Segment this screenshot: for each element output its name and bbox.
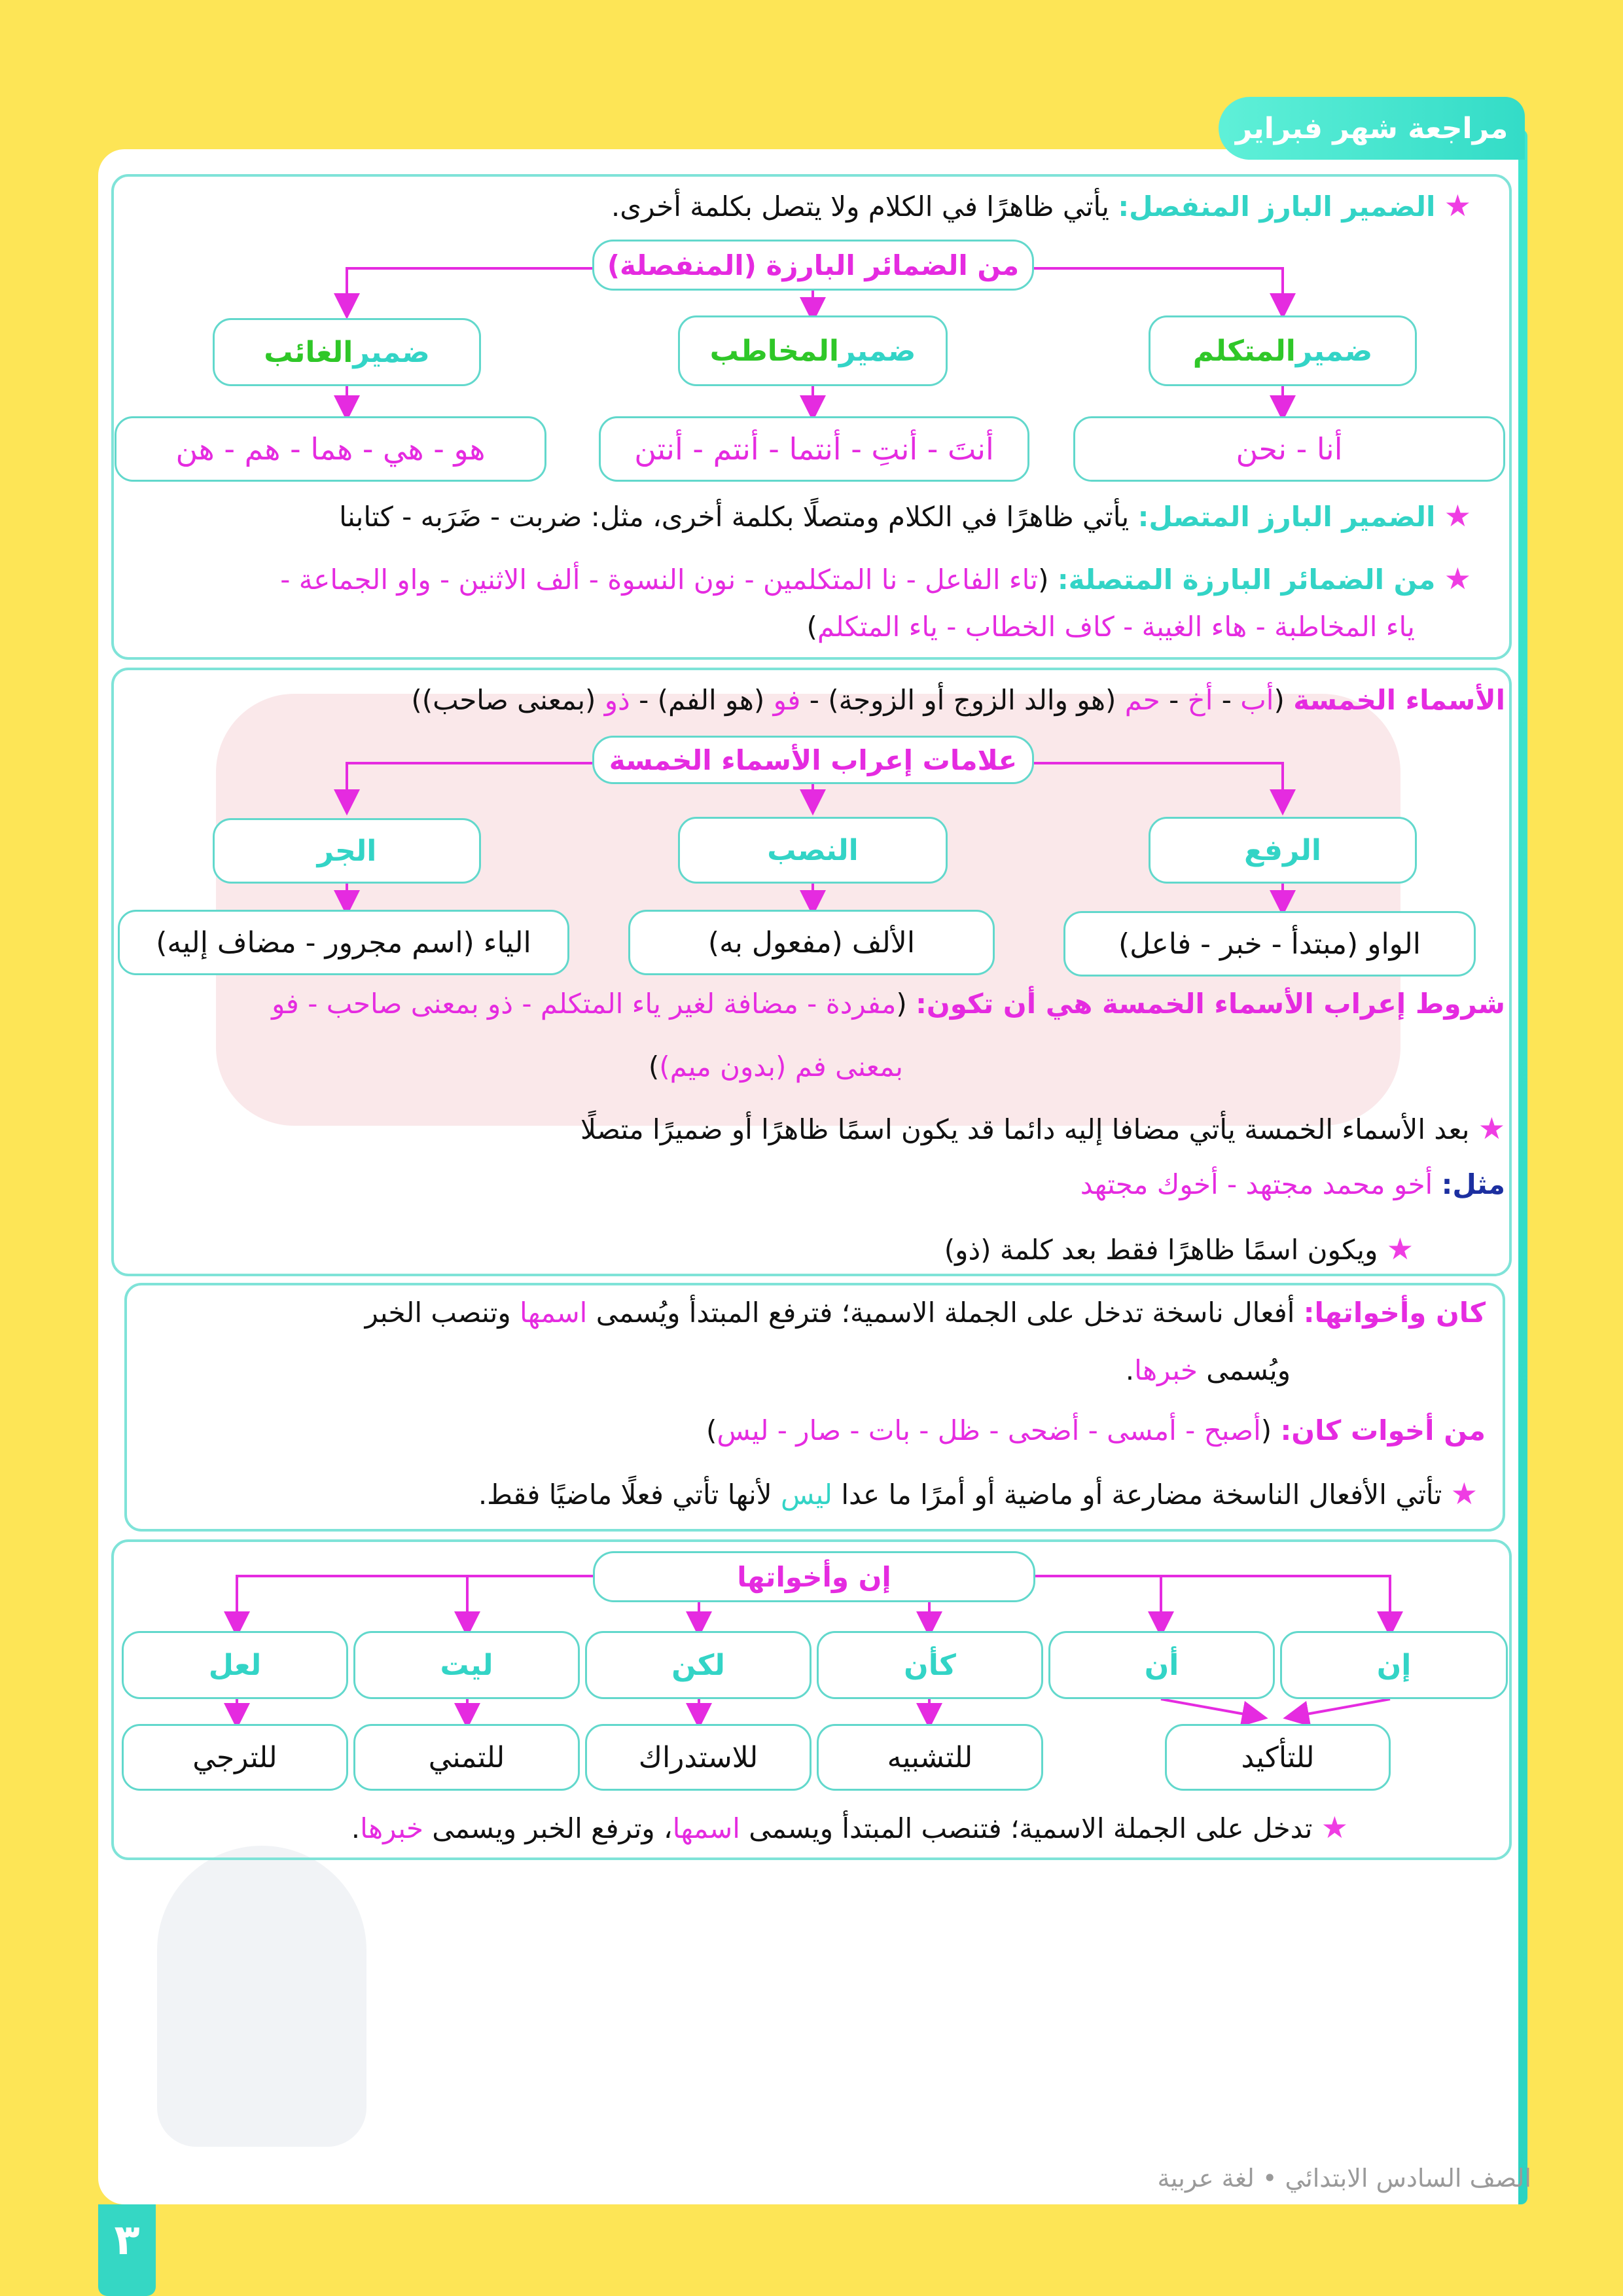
txt: (هو والد الزوج أو الزوجة) - bbox=[800, 684, 1125, 716]
meaning-wish: للتمني bbox=[353, 1724, 580, 1791]
noun-dhu: ذو bbox=[604, 684, 630, 716]
txt: تدخل على الجملة الاسمية؛ فتنصب المبتدأ ويسمى bbox=[740, 1812, 1321, 1844]
particle-lakinna: لكن bbox=[585, 1631, 812, 1699]
example-text: أخو محمد مجتهد - أخوك مجتهد bbox=[1080, 1168, 1442, 1200]
genitive-value: الياء (اسم مجرور - مضاف إليه) bbox=[118, 910, 569, 975]
term-kana: كان وأخواتها: bbox=[1303, 1297, 1486, 1329]
word-khabaruha: خبرها bbox=[360, 1812, 423, 1844]
attached-pronouns-list-cont bbox=[806, 610, 1415, 645]
accusative-value: الألف (مفعول به) bbox=[628, 910, 995, 975]
inna-rule bbox=[351, 1809, 1348, 1847]
noun-ham: حم bbox=[1124, 684, 1160, 716]
header-tab: مراجعة شهر فبراير bbox=[1219, 97, 1525, 160]
box-first-person bbox=[1149, 315, 1417, 386]
page-number: ٣ bbox=[98, 2204, 156, 2296]
word-ismuha: اسمها bbox=[672, 1812, 740, 1844]
kana-definition-cont bbox=[1126, 1354, 1291, 1388]
noun-fu: فو bbox=[773, 684, 801, 716]
genitive-after-nouns bbox=[580, 1110, 1505, 1148]
first-person-values: أنا - نحن bbox=[1073, 416, 1505, 482]
case-genitive: الجر bbox=[213, 818, 481, 884]
paren-open: ( bbox=[1260, 1414, 1281, 1446]
box-word-second-person: المخاطب bbox=[709, 334, 839, 368]
definition-text: يأتي ظاهرًا في الكلام ومتصلًا بكلمة أخرى، مثل: ضربت - ضَرَبه - كتابنا bbox=[339, 501, 1138, 533]
meaning-hope: للترجي bbox=[122, 1724, 348, 1791]
particle-anna: أن bbox=[1048, 1631, 1275, 1699]
kana-sisters-list: أصبح - أمسى - أضحى - ظل - بات - صار - ليس bbox=[717, 1414, 1261, 1446]
txt: وتنصب الخبر bbox=[365, 1297, 520, 1329]
particle-inna: إن bbox=[1280, 1631, 1508, 1699]
star-icon: ★ bbox=[1444, 561, 1471, 596]
paren-open: ( bbox=[896, 988, 916, 1020]
star-icon: ★ bbox=[1444, 498, 1471, 533]
rule-text: ويكون اسمًا ظاهرًا فقط بعد كلمة (ذو) bbox=[944, 1234, 1387, 1266]
noun-akh: أخ bbox=[1187, 684, 1213, 716]
third-person-values: هو - هي - هما - هم - هن bbox=[115, 416, 546, 482]
txt: تأتي الأفعال الناسخة مضارعة أو ماضية أو أمرًا ما عدا bbox=[832, 1479, 1451, 1511]
kana-sisters bbox=[706, 1414, 1486, 1448]
txt: . bbox=[351, 1812, 361, 1844]
star-icon: ★ bbox=[1321, 1810, 1348, 1845]
paren-close: ) bbox=[706, 1414, 717, 1446]
attached-pronouns-list bbox=[280, 560, 1471, 598]
txt: . bbox=[1125, 1354, 1135, 1386]
footer-text: الصف السادس الابتدائي • لغة عربية bbox=[1157, 2164, 1531, 2193]
kana-tense-rule bbox=[478, 1475, 1478, 1513]
txt: ( bbox=[1274, 684, 1294, 716]
box-word-pronoun: ضمير bbox=[353, 335, 430, 369]
word-laysa: ليس bbox=[780, 1479, 832, 1511]
term-attached-list: من الضمائر البارزة المتصلة: bbox=[1057, 564, 1436, 596]
particle-laalla: لعل bbox=[122, 1631, 348, 1699]
word-khabaruha: خبرها bbox=[1134, 1354, 1198, 1386]
meaning-rectification: للاستدراك bbox=[585, 1724, 812, 1791]
particle-kaanna: كأن bbox=[817, 1631, 1043, 1699]
example-label: مثل: bbox=[1441, 1168, 1505, 1200]
separate-pronoun-definition bbox=[611, 187, 1471, 225]
paren-close: ) bbox=[806, 611, 817, 643]
separate-pronouns-title: من الضمائر البارزة (المنفصلة) bbox=[592, 240, 1034, 291]
txt: لأنها تأتي فعلًا ماضيًا فقط. bbox=[478, 1479, 781, 1511]
case-accusative: النصب bbox=[678, 817, 948, 884]
box-word-third-person: الغائب bbox=[264, 335, 353, 369]
box-word-first-person: المتكلم bbox=[1192, 334, 1296, 368]
five-nouns-signs-title: علامات إعراب الأسماء الخمسة bbox=[592, 736, 1034, 784]
attached-list-part2: ياء المخاطبة - هاء الغيبة - كاف الخطاب - ياء المتكلم bbox=[817, 611, 1415, 643]
sep: - bbox=[1213, 684, 1241, 716]
paren-close: ) bbox=[648, 1050, 660, 1083]
term-kana-sisters: من أخوات كان: bbox=[1280, 1414, 1486, 1446]
rule-text: بعد الأسماء الخمسة يأتي مضافا إليه دائما قد يكون اسمًا ظاهرًا أو ضميرًا متصلًا bbox=[580, 1113, 1478, 1145]
box-word-pronoun: ضمير bbox=[839, 334, 916, 368]
meaning-simile: للتشبيه bbox=[817, 1724, 1043, 1791]
box-third-person bbox=[213, 318, 481, 386]
term-conditions: شروط إعراب الأسماء الخمسة هي أن تكون: bbox=[916, 988, 1505, 1020]
kana-definition bbox=[365, 1296, 1486, 1331]
noun-ab: أب bbox=[1240, 684, 1274, 716]
five-nouns-conditions-cont bbox=[649, 1050, 903, 1085]
star-icon: ★ bbox=[1386, 1231, 1414, 1266]
definition-text: يأتي ظاهرًا في الكلام ولا يتصل بكلمة أخرى. bbox=[611, 190, 1118, 223]
attached-list-part1: تاء الفاعل - نا المتكلمين - نون النسوة - ألف الاثنين - واو الجماعة - bbox=[280, 564, 1039, 596]
box-second-person bbox=[678, 315, 948, 386]
dhu-rule bbox=[944, 1230, 1414, 1268]
word-ismuha: اسمها bbox=[520, 1297, 588, 1329]
five-nouns-conditions bbox=[272, 987, 1505, 1022]
term-attached-pronoun: الضمير البارز المتصل: bbox=[1137, 501, 1436, 533]
txt: (هو الفم) - bbox=[630, 684, 774, 716]
sep: - bbox=[1160, 684, 1188, 716]
txt: (بمعنى صاحب)) bbox=[411, 684, 605, 716]
inna-sisters-title: إن وأخواتها bbox=[593, 1551, 1035, 1602]
nominative-value: الواو (مبتدأ - خبر - فاعل) bbox=[1063, 911, 1476, 977]
term-separate-pronoun: الضمير البارز المنفصل: bbox=[1118, 190, 1436, 223]
example-line bbox=[1080, 1168, 1505, 1202]
paren-open: ( bbox=[1038, 564, 1058, 596]
box-word-pronoun: ضمير bbox=[1295, 334, 1373, 368]
second-person-values: أنتَ - أنتِ - أنتما - أنتم - أنتن bbox=[599, 416, 1029, 482]
star-icon: ★ bbox=[1450, 1476, 1478, 1511]
txt: ويُسمى bbox=[1197, 1354, 1291, 1386]
conditions-part2: بمعنى فم (بدون ميم) bbox=[659, 1050, 903, 1083]
conditions-part1: مفردة - مضافة لغير ياء المتكلم - ذو بمعنى صاحب - فو bbox=[272, 988, 897, 1020]
txt: أفعال ناسخة تدخل على الجملة الاسمية؛ فترفع المبتدأ ويُسمى bbox=[587, 1297, 1304, 1329]
term-five-nouns: الأسماء الخمسة bbox=[1293, 684, 1505, 716]
star-icon: ★ bbox=[1478, 1111, 1505, 1146]
attached-pronoun-definition bbox=[339, 497, 1471, 535]
particle-layta: ليت bbox=[353, 1631, 580, 1699]
txt: ، وترفع الخبر ويسمى bbox=[423, 1812, 673, 1844]
meaning-emphasis: للتأكيد bbox=[1165, 1724, 1391, 1791]
five-nouns-line bbox=[411, 683, 1505, 718]
star-icon: ★ bbox=[1444, 188, 1471, 223]
case-nominative: الرفع bbox=[1149, 817, 1417, 884]
